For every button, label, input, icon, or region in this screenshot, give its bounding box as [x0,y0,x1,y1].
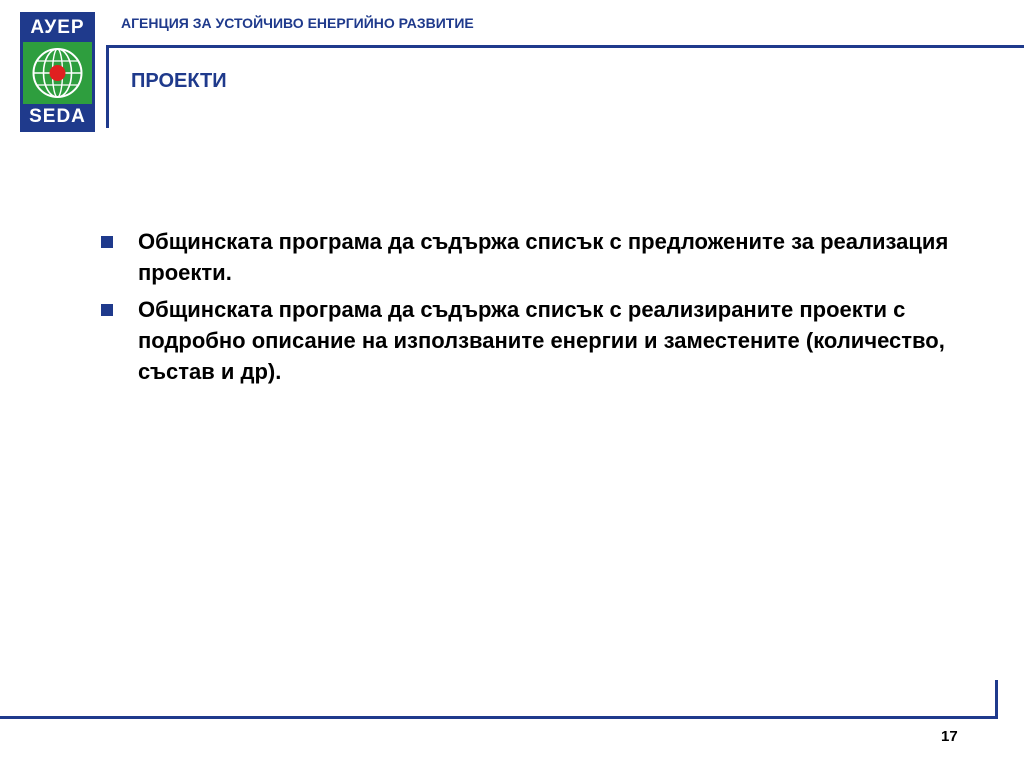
bullet-text: Общинската програма да съдържа списък с предложените за реализация проекти. [138,229,949,285]
globe-icon [23,42,92,104]
footer-vertical-divider [995,680,998,719]
bullet-text: Общинската програма да съдържа списък с реализираните проекти с подробно описание на използваните енергии и заместените (количество, състав и др). [138,297,945,384]
bullet-item [100,294,960,387]
square-bullet-icon [101,304,113,316]
header-vertical-divider [106,45,109,128]
logo-bottom-text: SEDA [29,106,86,127]
square-bullet-icon [101,236,113,248]
page-number: 17 [941,728,958,745]
agency-name: АГЕНЦИЯ ЗА УСТОЙЧИВО ЕНЕРГИЙНО РАЗВИТИЕ [121,15,474,31]
bullet-list [100,226,960,393]
seda-logo [20,12,95,132]
header-divider [108,45,1024,48]
logo-emblem [23,42,92,104]
footer-divider [0,716,998,719]
bullet-item [100,226,960,288]
page-title: ПРОЕКТИ [131,70,227,92]
logo-top-text: АУЕР [30,17,85,38]
